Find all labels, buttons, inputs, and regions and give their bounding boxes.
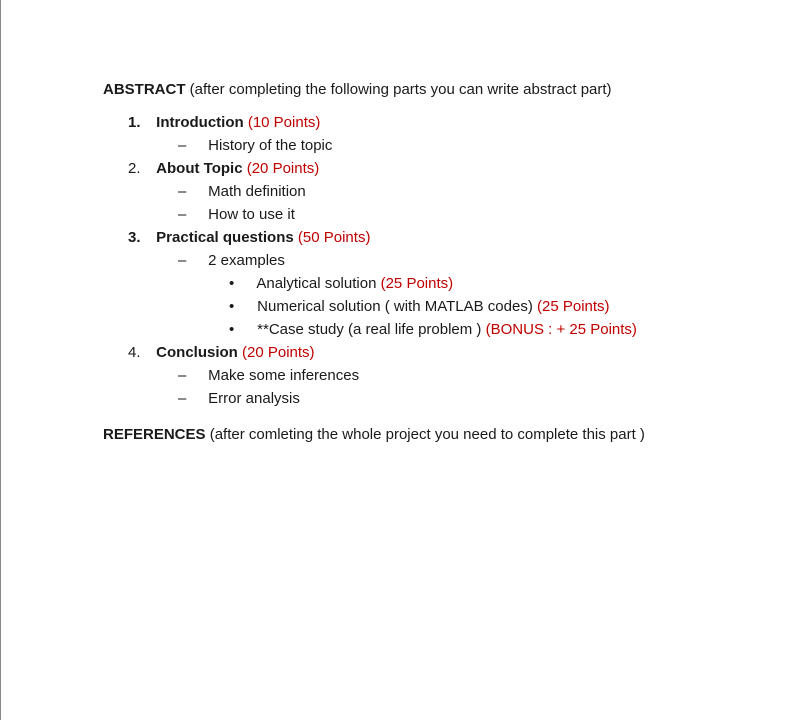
section-points: (10 Points) — [247, 114, 321, 131]
list-item-text: Math definition — [208, 183, 306, 200]
section-title: Conclusion — [156, 344, 238, 361]
section-number: 1. — [128, 114, 141, 131]
section-title: Introduction — [156, 114, 244, 131]
list-item — [178, 251, 285, 271]
bullet-marker: • — [229, 298, 235, 315]
sub-list-item-text: Analytical solution — [256, 275, 377, 292]
sub-list-item-text: Numerical solution ( with MATLAB codes) — [257, 298, 533, 315]
section-points: (20 Points) — [246, 160, 320, 177]
dash-marker: – — [178, 390, 187, 407]
list-item-text: 2 examples — [208, 252, 285, 269]
sub-list-item-points: (BONUS : + 25 Points) — [485, 321, 637, 338]
list-item — [178, 366, 359, 386]
sub-list-item — [229, 320, 637, 340]
section-points: (20 Points) — [242, 344, 315, 361]
bullet-marker: • — [229, 275, 235, 292]
dash-marker: – — [178, 183, 187, 200]
dash-marker: – — [178, 252, 187, 269]
sub-list-item-text: **Case study (a real life problem ) — [257, 321, 482, 338]
sub-list-item-points: (25 Points) — [537, 298, 610, 315]
section-number: 2. — [128, 160, 141, 177]
references-heading: REFERENCES — [103, 426, 206, 443]
list-item-text: Make some inferences — [208, 367, 360, 384]
sub-list-item-points: (25 Points) — [380, 275, 454, 292]
section-conclusion — [128, 343, 315, 363]
abstract-heading: ABSTRACT — [103, 81, 186, 98]
list-item — [178, 205, 295, 225]
abstract-line — [103, 80, 612, 100]
section-introduction — [128, 113, 320, 133]
section-about-topic — [128, 159, 319, 179]
list-item — [178, 389, 300, 409]
list-item — [178, 136, 332, 156]
bullet-marker: • — [229, 321, 235, 338]
dash-marker: – — [178, 206, 187, 223]
abstract-note: (after completing the following parts you can write abstract part) — [189, 81, 612, 98]
dash-marker: – — [178, 367, 187, 384]
dash-marker: – — [178, 137, 187, 154]
section-points: (50 Points) — [297, 229, 371, 246]
list-item-text: History of the topic — [208, 137, 333, 154]
list-item-text: Error analysis — [208, 390, 300, 407]
references-note: (after comleting the whole project you need to complete this part ) — [209, 426, 645, 443]
section-number: 4. — [128, 344, 141, 361]
section-number: 3. — [128, 229, 141, 246]
section-title: Practical questions — [156, 229, 294, 246]
section-practical-questions — [128, 228, 370, 248]
references-line — [103, 425, 645, 445]
list-item-text: How to use it — [208, 206, 295, 223]
section-title: About Topic — [156, 160, 243, 177]
sub-list-item — [229, 297, 610, 317]
list-item — [178, 182, 306, 202]
sub-list-item — [229, 274, 453, 294]
